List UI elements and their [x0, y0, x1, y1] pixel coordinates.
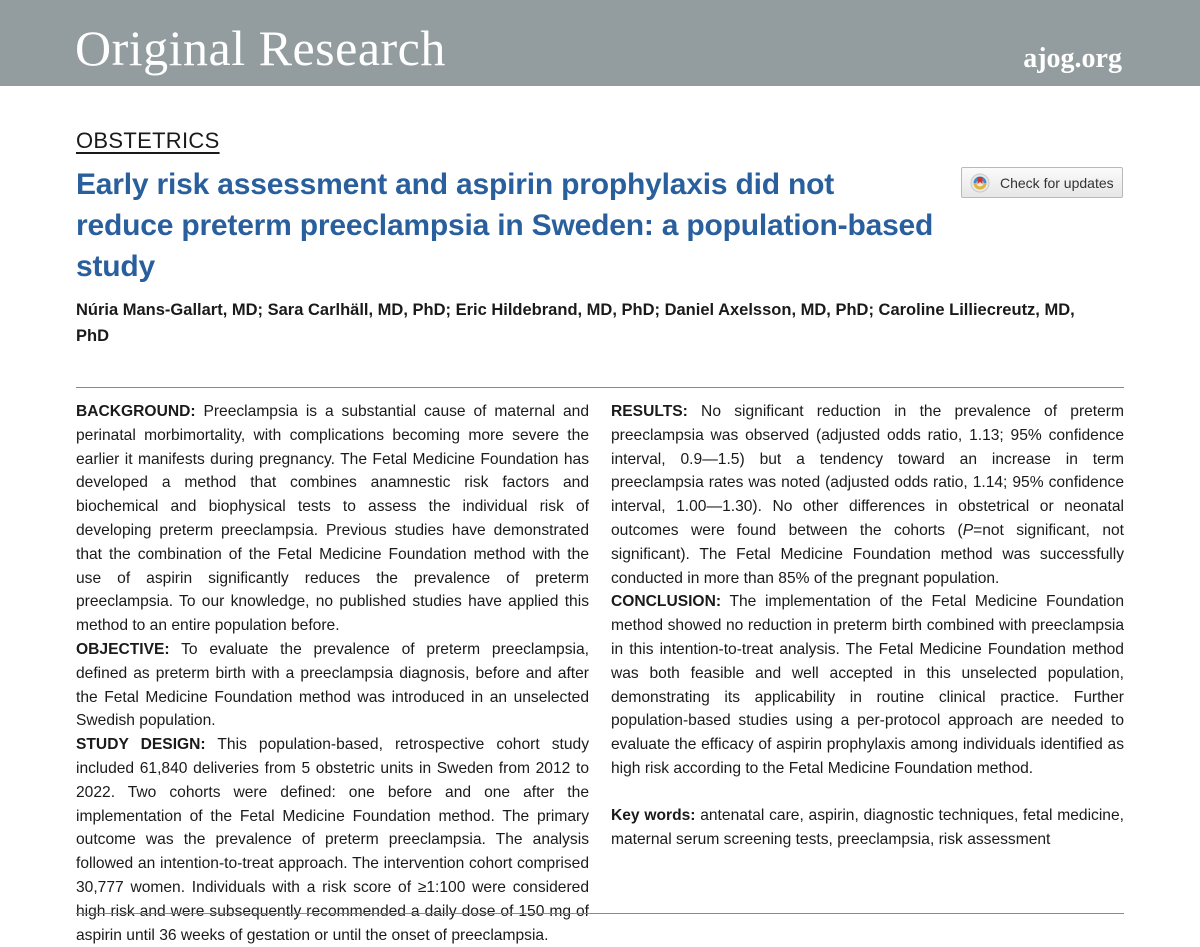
- objective-label: OBJECTIVE:: [76, 640, 170, 658]
- author-list: Núria Mans-Gallart, MD; Sara Carlhäll, MD, PhD; Eric Hildebrand, MD, PhD; Daniel Axelsson, MD, PhD; Caroline Lilliecreutz, MD, PhD: [76, 301, 1075, 345]
- crossmark-icon: [970, 173, 990, 193]
- keywords-label: Key words:: [611, 806, 696, 824]
- header-band: [0, 0, 1200, 86]
- journal-site-link[interactable]: ajog.org: [1023, 43, 1122, 74]
- abstract-keywords: [611, 804, 1124, 852]
- check-for-updates-label: Check for updates: [1000, 174, 1114, 191]
- article-category[interactable]: OBSTETRICS: [76, 128, 220, 153]
- article-title: Early risk assessment and aspirin prophylaxis did not reduce preterm preeclampsia in Sweden: a population-based study: [76, 168, 934, 283]
- abstract-left-column: [76, 400, 589, 947]
- abstract-objective: [76, 638, 589, 733]
- check-for-updates-button[interactable]: [961, 167, 1123, 198]
- conclusion-text: The implementation of the Fetal Medicine Foundation method showed no reduction in preterm birth combined with preeclampsia in this intention-to-treat analysis. The Fetal Medicine Foundation method was both feasible and well accepted in this unselected population, demonstrating its applicability in routine clinical practice. Further population-based studies using a per-protocol approach are needed to evaluate the efficacy of aspirin prophylaxis among individuals identified as high risk according to the Fetal Medicine Foundation method.: [611, 593, 1124, 777]
- background-label: BACKGROUND:: [76, 403, 196, 420]
- abstract-right-column: [611, 400, 1124, 851]
- results-text-1: No significant reduction in the prevalence of preterm preeclampsia was observed (adjusted odds ratio, 1.13; 95% confidence interval, 0.9—1.5) but a tendency toward an increase in term preeclampsia rates was noted (adjusted odds ratio, 1.14; 95% confidence interval, 1.00—1.30). No other differences in obstetrical or neonatal outcomes were found between the cohorts (: [611, 403, 1124, 539]
- results-label: RESULTS:: [611, 403, 688, 420]
- abstract-top-rule: [76, 387, 1124, 388]
- objective-text: To evaluate the prevalence of preterm preeclampsia, defined as preterm birth with a preeclampsia diagnosis, before and after the Fetal Medicine Foundation method was introduced in an unselected Swedish population.: [76, 640, 589, 730]
- study-design-label: STUDY DESIGN:: [76, 736, 206, 754]
- abstract-bottom-rule: [76, 913, 1124, 914]
- keywords-text: antenatal care, aspirin, diagnostic techniques, fetal medicine, maternal serum screening tests, preeclampsia, risk assessment: [611, 806, 1124, 848]
- results-p-symbol: P: [962, 521, 974, 539]
- conclusion-label: CONCLUSION:: [611, 593, 722, 611]
- abstract-background: [76, 400, 589, 638]
- journal-section-title: Original Research: [75, 20, 446, 76]
- background-text: Preeclampsia is a substantial cause of maternal and perinatal morbimortality, with complications becoming more severe the earlier it manifests during pregnancy. The Fetal Medicine Foundation has developed a method that combines anamnestic risk factors and biochemical and biophysical tests to assess the individual risk of developing preterm preeclampsia. Previous studies have demonstrated that the combination of the Fetal Medicine Foundation method with the use of aspirin significantly reduces the prevalence of preterm preeclampsia. To our knowledge, no published studies have applied this method to an entire population before.: [76, 403, 589, 635]
- results-text-2: =not significant, not significant). The Fetal Medicine Foundation method was successfully conducted in more than 85% of the pregnant population.: [611, 521, 1124, 587]
- abstract-results: [611, 400, 1124, 590]
- abstract-conclusion: [611, 590, 1124, 780]
- abstract-study-design: [76, 733, 589, 947]
- study-design-text: This population-based, retrospective cohort study included 61,840 deliveries from 5 obstetric units in Sweden from 2012 to 2022. Two cohorts were defined: one before and one after the implementation of the Fetal Medicine Foundation method. The primary outcome was the prevalence of preterm preeclampsia. The analysis followed an intention-to-treat approach. The intervention cohort comprised 30,777 women. Individuals with a risk score of ≥1:100 were considered high risk and were subsequently recommended a daily dose of 150 mg of aspirin until 36 weeks of gestation or until the onset of preeclampsia.: [76, 736, 589, 944]
